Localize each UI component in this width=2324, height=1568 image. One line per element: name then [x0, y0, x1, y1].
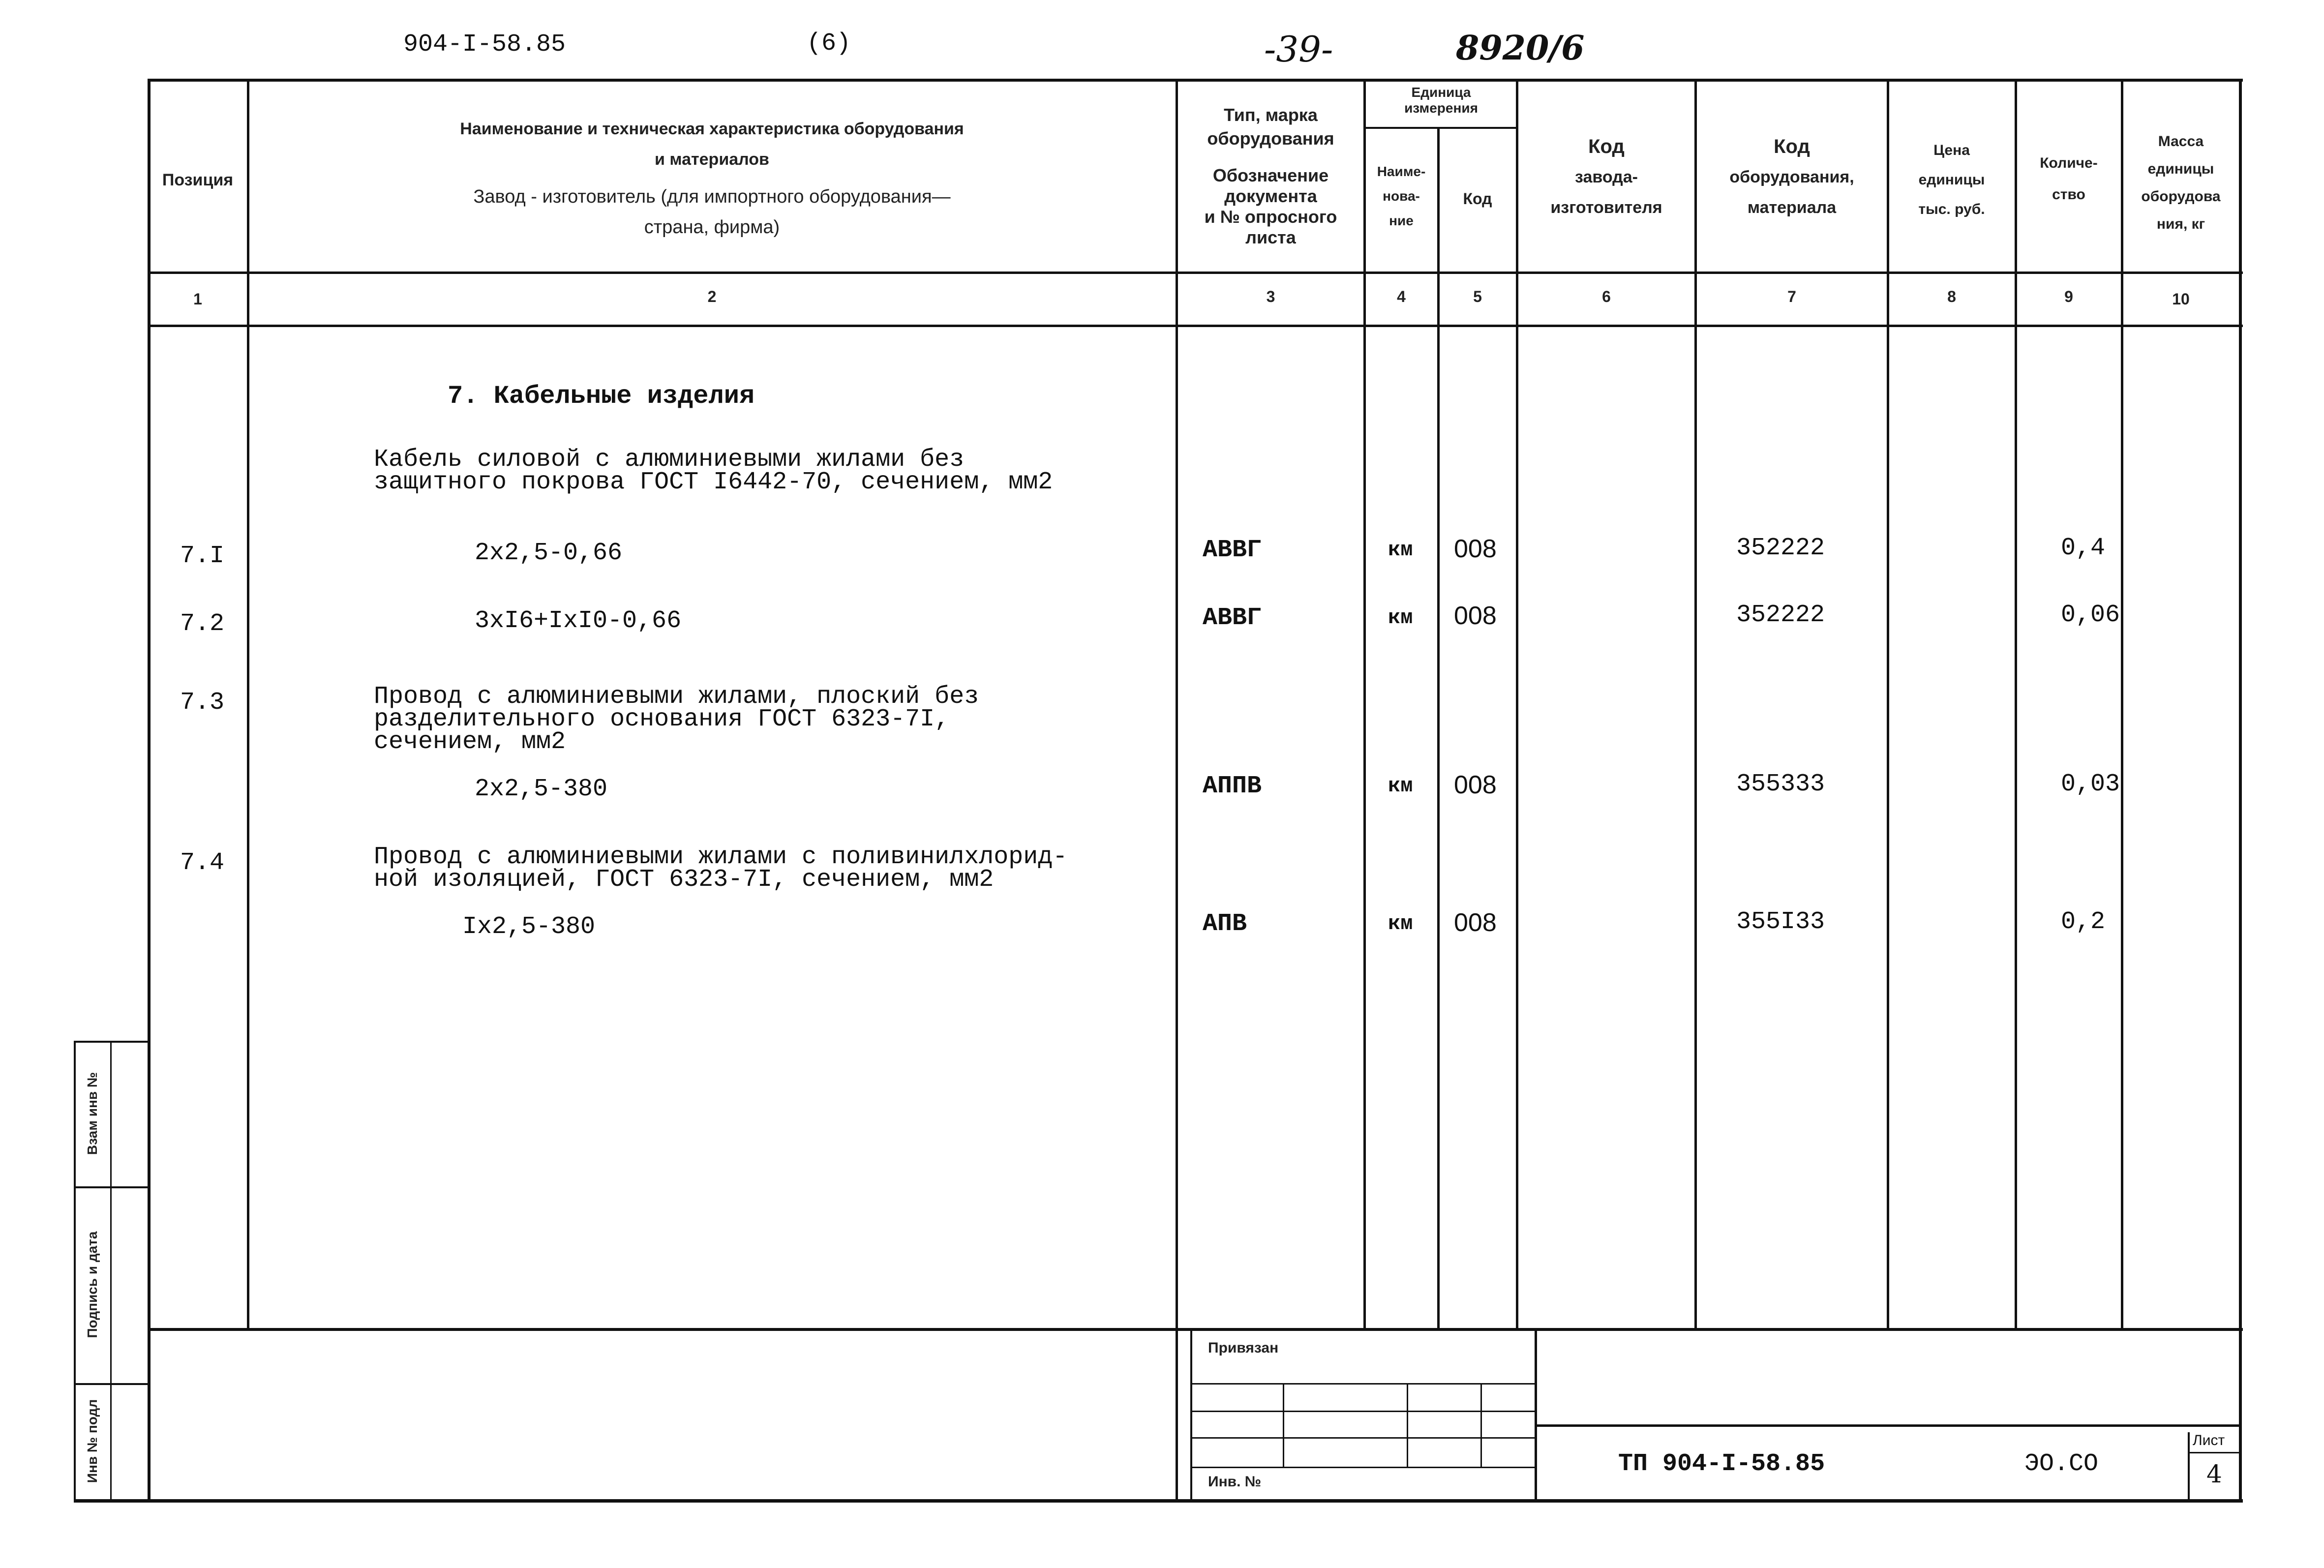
footer-doc-code: ТП 904-I-58.85: [1618, 1450, 1825, 1478]
row-type: АВВГ: [1203, 536, 1262, 564]
top-doc-code: 904-I-58.85: [403, 30, 566, 59]
side-label-signature-date: Подпись и дата: [85, 1231, 100, 1338]
side-label-replacement-inv: Взам инв №: [85, 1072, 100, 1155]
row-position: 7.3: [180, 689, 225, 717]
row-quantity: 0,03: [2061, 770, 2120, 798]
row-type: АВВГ: [1203, 604, 1262, 632]
row-unit-code: 008: [1454, 771, 1497, 799]
top-sheet-marker: (6): [807, 30, 851, 58]
footer-section-code: ЭО.СО: [2024, 1450, 2099, 1478]
row-unit: км: [1388, 538, 1413, 562]
row-name: 2x2,5-0,66: [475, 539, 623, 567]
row-position: 7.4: [180, 849, 225, 877]
header-name-line2: и материалов: [655, 150, 769, 169]
top-page-number: -39-: [1264, 29, 1333, 70]
row-material-code: 355I33: [1736, 908, 1825, 936]
row-material-code: 352222: [1736, 534, 1825, 562]
footer-bound-label: Привязан: [1208, 1340, 1279, 1356]
row-unit: км: [1388, 774, 1413, 798]
row-name: 2x2,5-380: [475, 775, 608, 803]
row-name: Ix2,5-380: [462, 913, 596, 941]
row-name: 3xI6+IxI0-0,66: [475, 607, 682, 635]
row-position: 7.2: [180, 610, 225, 638]
row-quantity: 0,06: [2061, 601, 2120, 629]
footer-sheet-label: Лист: [2193, 1432, 2225, 1448]
top-inventory-number: 8920/6: [1456, 29, 1585, 68]
row-unit-code: 008: [1454, 908, 1497, 937]
footer-sheet-number: 4: [2206, 1460, 2222, 1488]
header-position: Позиция: [162, 171, 234, 189]
row-unit: км: [1388, 606, 1413, 630]
side-label-original-inv: Инв № подл: [85, 1399, 100, 1483]
row-material-code: 352222: [1736, 601, 1825, 629]
header-name-line4: страна, фирма): [644, 217, 780, 238]
header-name-line3: Завод - изготовитель (для импортного оборудования—: [473, 186, 951, 207]
row-unit: км: [1388, 912, 1413, 935]
row-type: АППВ: [1203, 772, 1262, 800]
section-title: 7. Кабельные изделия: [448, 382, 755, 411]
row-quantity: 0,2: [2061, 908, 2106, 936]
row-quantity: 0,4: [2061, 534, 2106, 562]
row-unit-code: 008: [1454, 535, 1497, 563]
footer-inv-label: Инв. №: [1208, 1474, 1262, 1490]
header-unit-code: Код: [1463, 190, 1492, 208]
row-material-code: 355333: [1736, 770, 1825, 798]
row-position: 7.I: [180, 542, 225, 570]
row-type: АПВ: [1203, 910, 1247, 938]
header-name-line1: Наименование и техническая характеристика оборудования: [460, 120, 964, 138]
row-unit-code: 008: [1454, 602, 1497, 630]
